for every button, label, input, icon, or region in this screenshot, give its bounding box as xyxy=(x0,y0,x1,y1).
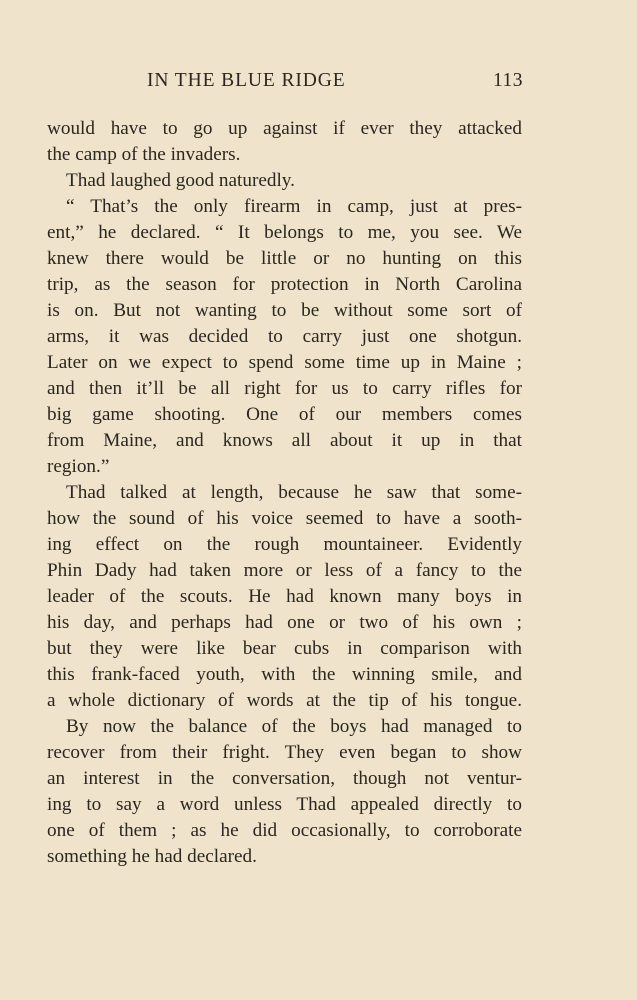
running-title: IN THE BLUE RIDGE xyxy=(147,70,346,91)
text-line-8: is on. But not wanting to be without some sort of xyxy=(47,300,522,321)
text-line-23: a whole dictionary of words at the tip of his tongue. xyxy=(47,690,522,711)
text-line-25: recover from their fright. They even began to show xyxy=(47,742,522,763)
text-line-28: one of them ; as he did occasionally, to corroborate xyxy=(47,820,522,841)
text-line-29: something he had declared. xyxy=(47,846,257,867)
text-line-15: Thad talked at length, because he saw that some- xyxy=(66,482,522,503)
text-line-6: knew there would be little or no hunting on this xyxy=(47,248,522,269)
body-text xyxy=(47,116,522,870)
text-line-13: from Maine, and knows all about it up in that xyxy=(47,430,522,451)
text-line-11: and then it’ll be all right for us to carry rifles for xyxy=(47,378,522,399)
text-line-3: Thad laughed good naturedly. xyxy=(66,170,295,191)
text-line-27: ing to say a word unless Thad appealed directly to xyxy=(47,794,522,815)
running-head xyxy=(0,66,637,96)
text-line-20: his day, and perhaps had one or two of his own ; xyxy=(47,612,522,633)
page-number: 113 xyxy=(492,70,523,91)
text-line-18: Phin Dady had taken more or less of a fancy to the xyxy=(47,560,522,581)
text-line-10: Later on we expect to spend some time up in Maine ; xyxy=(47,352,522,373)
text-line-7: trip, as the season for protection in North Carolina xyxy=(47,274,522,295)
text-line-17: ing effect on the rough mountaineer. Evidently xyxy=(47,534,522,555)
text-line-1: would have to go up against if ever they attacked xyxy=(47,118,522,139)
text-line-16: how the sound of his voice seemed to have a sooth- xyxy=(47,508,522,529)
text-line-14: region.” xyxy=(47,456,110,477)
text-line-2: the camp of the invaders. xyxy=(47,144,241,165)
text-line-4: “ That’s the only firearm in camp, just at pres- xyxy=(66,196,522,217)
text-line-24: By now the balance of the boys had managed to xyxy=(66,716,522,737)
text-line-22: this frank-faced youth, with the winning smile, and xyxy=(47,664,522,685)
text-line-19: leader of the scouts. He had known many boys in xyxy=(47,586,522,607)
text-line-5: ent,” he declared. “ It belongs to me, you see. We xyxy=(47,222,522,243)
text-line-26: an interest in the conversation, though not ventur- xyxy=(47,768,522,789)
text-line-12: big game shooting. One of our members comes xyxy=(47,404,522,425)
text-line-9: arms, it was decided to carry just one shotgun. xyxy=(47,326,522,347)
text-line-21: but they were like bear cubs in comparison with xyxy=(47,638,522,659)
